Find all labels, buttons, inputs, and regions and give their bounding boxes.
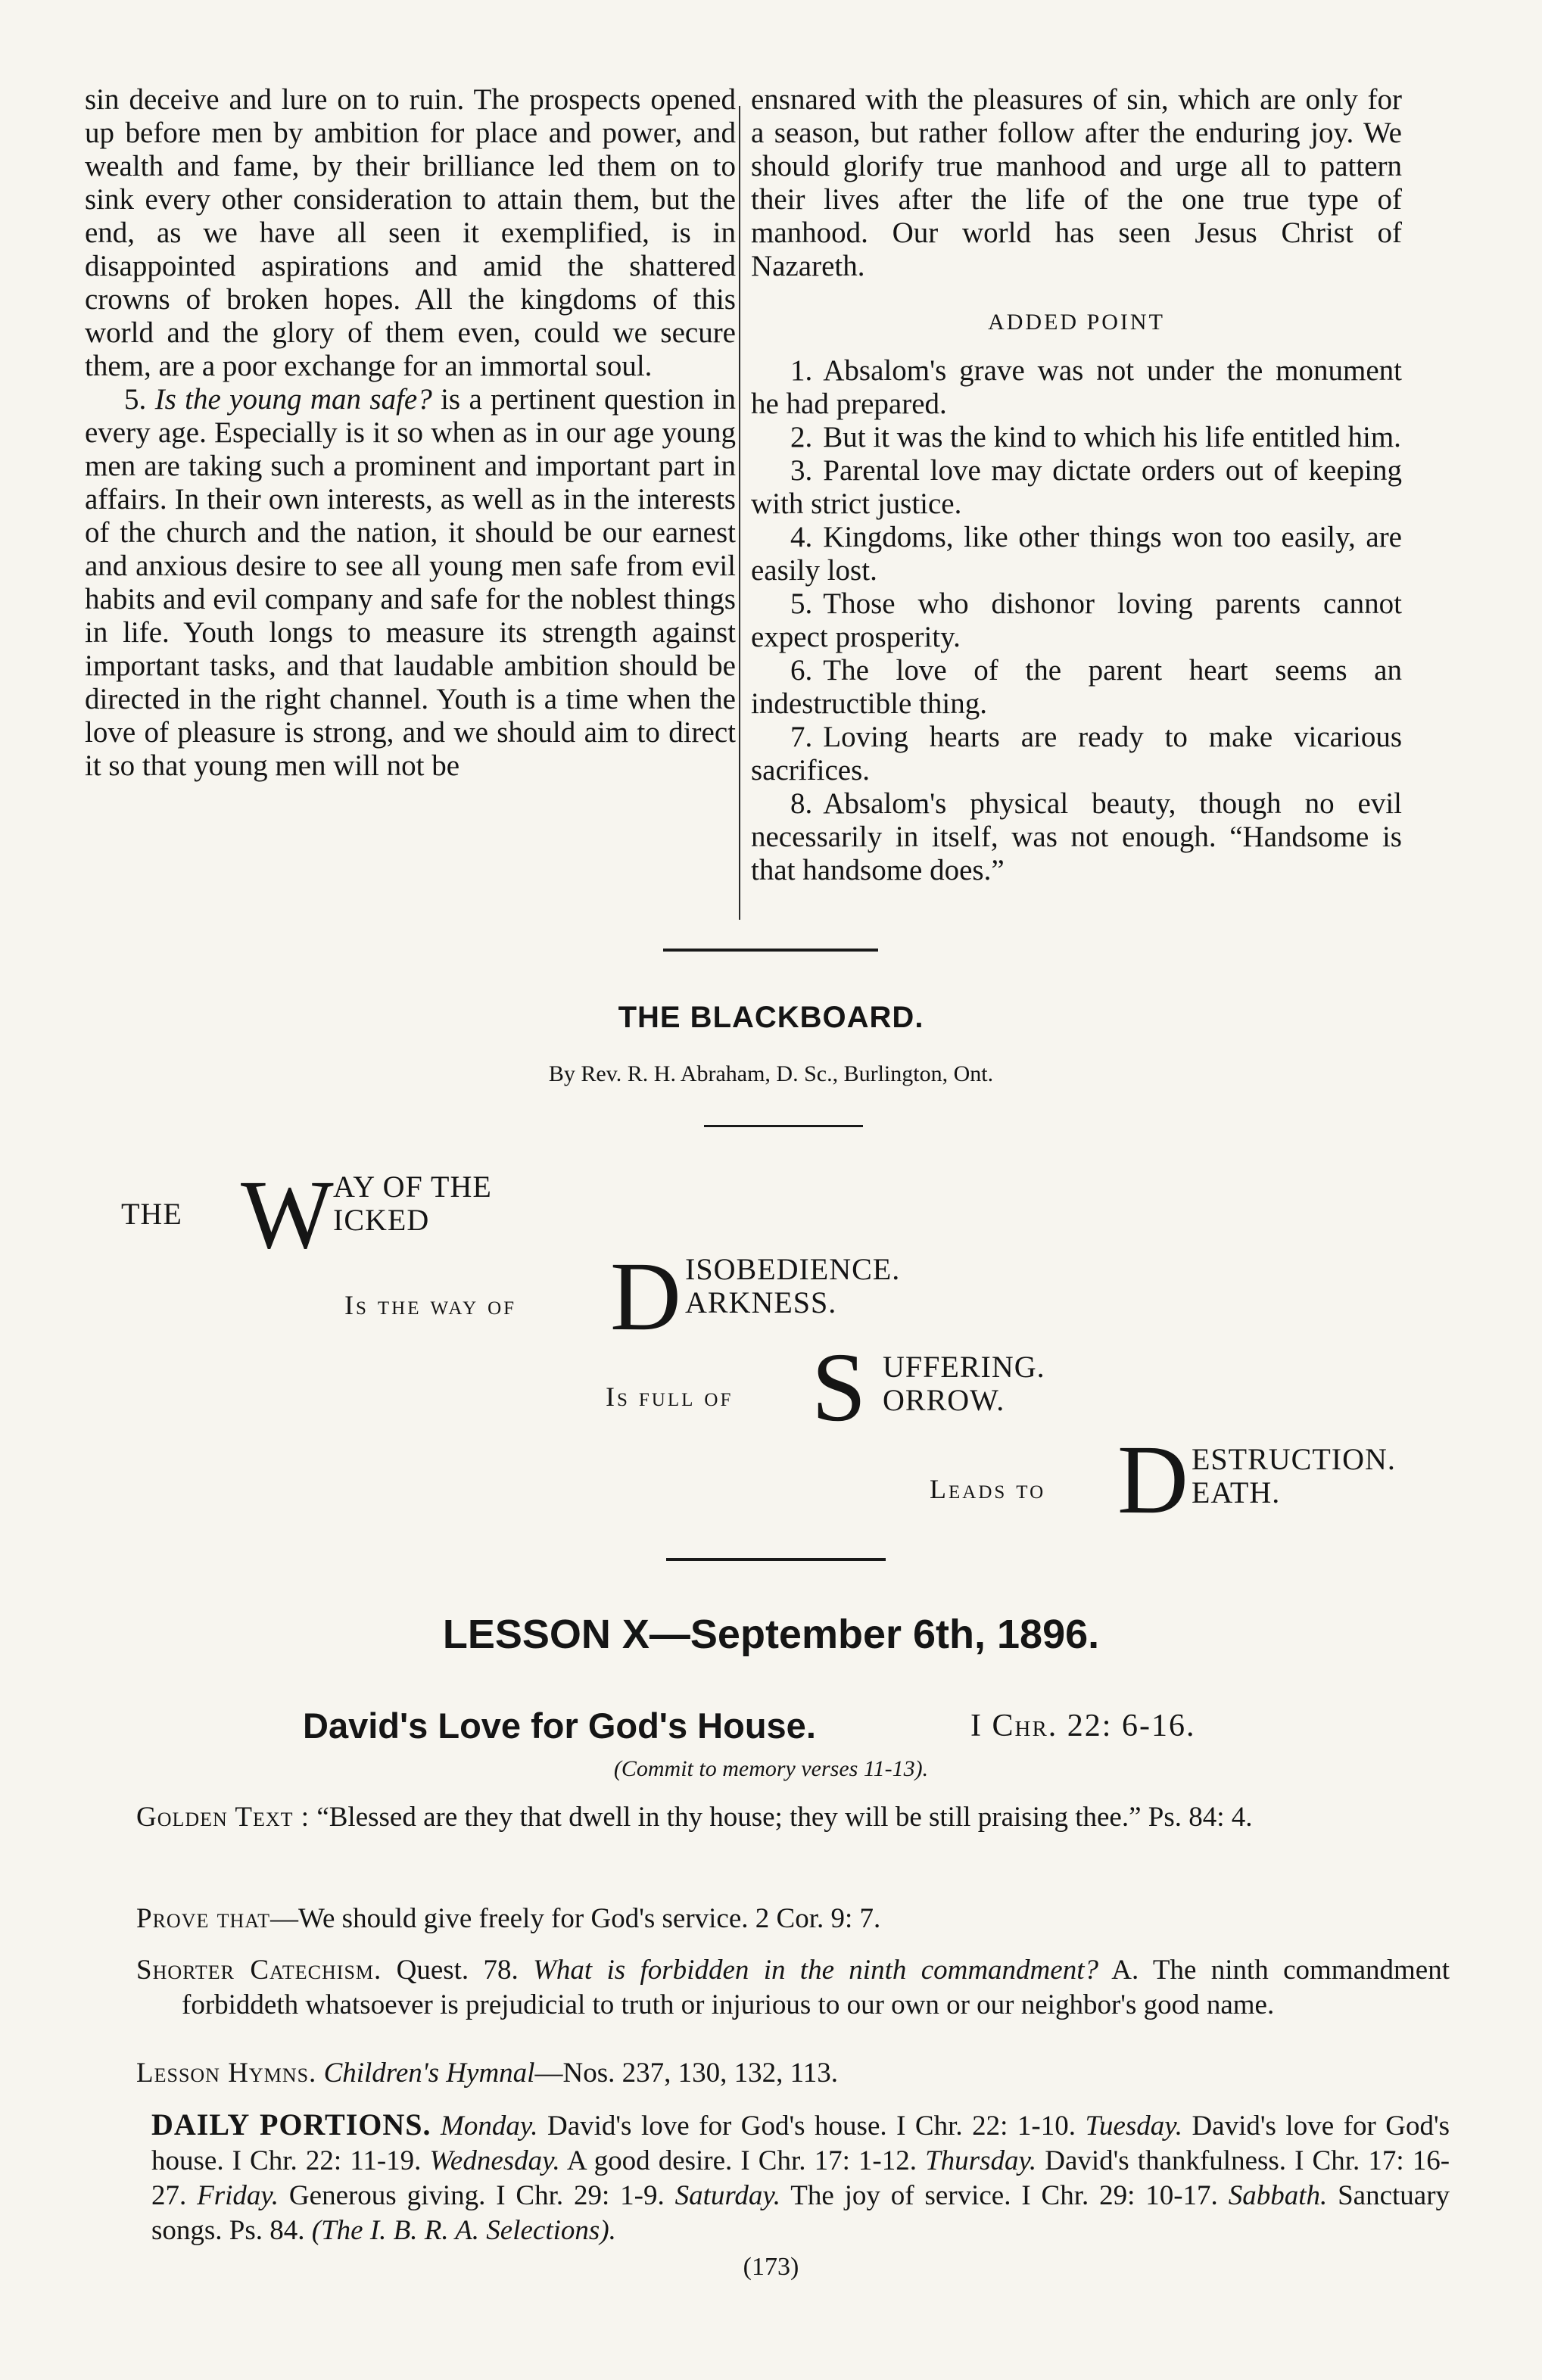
- golden-text-body: “Blessed are they that dwell in thy house; they will be still praising thee.” Ps. 84: 4.: [316, 1802, 1253, 1833]
- hymns-label: Lesson Hymns.: [136, 2058, 317, 2089]
- daily-portion-text: David's love for God's house. I Chr. 22: 11-19.: [151, 2111, 1450, 2176]
- added-point-item: [751, 721, 1402, 787]
- added-point-number: 5.: [790, 587, 813, 620]
- blackboard-initial-s: S: [811, 1333, 867, 1442]
- blackboard-word: ARKNESS.: [685, 1285, 837, 1319]
- daily-portion-text: Generous giving. I Chr. 29: 1-9.: [288, 2180, 665, 2211]
- golden-text: [136, 1800, 1450, 1835]
- daily-portion-text: David's thankfulness. I Chr. 17: 16-27.: [151, 2145, 1450, 2211]
- hymns-book: Children's Hymnal: [323, 2058, 535, 2089]
- daily-portion-day: Saturday.: [674, 2180, 781, 2211]
- left-column: [85, 83, 736, 783]
- blackboard-word: ORROW.: [883, 1383, 1005, 1417]
- lesson-subtitle: David's Love for God's House.: [303, 1706, 816, 1746]
- catechism-quest: Quest. 78.: [396, 1955, 519, 1986]
- daily-portion-text: David's love for God's house. I Chr. 22: 1-10.: [547, 2111, 1076, 2142]
- added-point-text: Loving hearts are ready to make vicarious sacrifices.: [751, 721, 1402, 787]
- blackboard-word: ICKED: [333, 1203, 430, 1237]
- added-point-heading: ADDED POINT: [988, 310, 1165, 335]
- commit-note: (Commit to memory verses 11-13).: [613, 1756, 929, 1781]
- added-point-text: Kingdoms, like other things won too easily, are easily lost.: [751, 521, 1402, 587]
- daily-portion-text: A good desire. I Chr. 17: 1-12.: [566, 2145, 917, 2176]
- added-point-item: [751, 421, 1402, 454]
- blackboard-word: UFFERING.: [883, 1350, 1045, 1384]
- added-point-text: Absalom's physical beauty, though no evil necessarily in itself, was not enough. “Handsome is that handsome does.”: [751, 787, 1402, 886]
- daily-portions-source: (The I. B. R. A. Selections).: [311, 2215, 616, 2246]
- shorter-catechism: [136, 1953, 1450, 2023]
- added-point-text: Absalom's grave was not under the monument he had prepared.: [751, 354, 1402, 420]
- catechism-answer: A. The ninth commandment forbiddeth whatsoever is prejudicial to truth or injurious to our own or our neighbor's good name.: [182, 1955, 1450, 2020]
- daily-portion-day: Sabbath.: [1228, 2180, 1328, 2211]
- page-number: (173): [743, 2253, 799, 2281]
- catechism-label: Shorter Catechism.: [136, 1955, 382, 1986]
- lesson-hymns: [136, 2056, 1450, 2091]
- daily-portion-text: The joy of service. I Chr. 29: 10-17.: [790, 2180, 1218, 2211]
- added-point-number: 7.: [790, 721, 813, 753]
- added-points-list: [751, 354, 1402, 887]
- paragraph-text: is a pertinent question in every age. Especially is it so when as in our age young men are taking such a prominent and important part in affairs. In their own interests, as well as in the interests of the church and the nation, it should be our earnest and anxious desire to see all young men safe from evil habits and evil company and safe for the noblest things in life. Youth longs to measure its strength against important tasks, and that laudable ambition should be directed in the right channel. Youth is a time when the love of pleasure is strong, and we should aim to direct it so that young men will not be: [85, 383, 737, 782]
- blackboard-words-1: [333, 1170, 492, 1237]
- daily-portion-day: Friday.: [197, 2180, 279, 2211]
- daily-portion-day: Monday.: [441, 2111, 538, 2142]
- right-column: [751, 83, 1402, 887]
- blackboard-title: THE BLACKBOARD.: [618, 1001, 924, 1034]
- added-point-item: [751, 587, 1402, 654]
- prove-that: [136, 1902, 1450, 1936]
- lesson-reference: I Chr. 22: 6-16.: [970, 1709, 1196, 1743]
- blackboard-initial-d2: D: [1117, 1425, 1188, 1534]
- blackboard-word: AY OF THE: [333, 1170, 492, 1204]
- hymns-numbers: —Nos. 237, 130, 132, 113.: [534, 2058, 838, 2089]
- prove-that-label: Prove that: [136, 1903, 271, 1934]
- blackboard-word: ESTRUCTION.: [1192, 1442, 1396, 1476]
- added-point-number: 6.: [790, 654, 813, 687]
- blackboard-initial-w: W: [241, 1160, 334, 1269]
- added-point-text: Parental love may dictate orders out of keeping with strict justice.: [751, 454, 1402, 520]
- added-point-text: Those who dishonor loving parents cannot expect prosperity.: [751, 587, 1402, 653]
- blackboard-words-2: [685, 1253, 900, 1319]
- blackboard-prefix-2: Is the way of: [344, 1290, 517, 1320]
- blackboard-word: EATH.: [1192, 1475, 1281, 1509]
- daily-portion-day: Tuesday.: [1085, 2111, 1182, 2142]
- added-point-number: 3.: [790, 454, 813, 487]
- point-number: 5.: [124, 383, 147, 416]
- golden-text-label: Golden Text :: [136, 1802, 310, 1833]
- added-point-text: The love of the parent heart seems an indestructible thing.: [751, 654, 1402, 720]
- added-point-item: [751, 354, 1402, 421]
- daily-portions: [151, 2107, 1450, 2248]
- blackboard-prefix-3: Is full of: [606, 1382, 734, 1412]
- added-point-number: 1.: [790, 354, 813, 387]
- daily-portions-label: DAILY PORTIONS.: [151, 2107, 431, 2142]
- blackboard-byline: By Rev. R. H. Abraham, D. Sc., Burlington, Ont.: [548, 1061, 994, 1086]
- added-point-text: But it was the kind to which his life entitled him.: [823, 421, 1401, 453]
- catechism-question: What is forbidden in the ninth commandment?: [533, 1955, 1098, 1986]
- daily-portion-day: Wednesday.: [429, 2145, 560, 2176]
- added-point-item: [751, 787, 1402, 887]
- blackboard-prefix-the: THE: [121, 1197, 182, 1231]
- italic-question: Is the young man safe?: [154, 383, 432, 416]
- blackboard-initial-d1: D: [610, 1242, 681, 1351]
- left-paragraph-1: sin deceive and lure on to ruin. The prospects opened up before men by ambition for place and power, and wealth and fame, by their brilliance led them on to sink every other consideration to attain them, but the end, as we have all seen it exemplified, is in disappointed aspirations and amid the shattered crowns of broken hopes. All the kingdoms of this world and the glory of them even, could we secure them, are a poor exchange for an immortal soul.: [85, 83, 736, 382]
- added-point-item: [751, 521, 1402, 587]
- daily-portion-day: Thursday.: [925, 2145, 1037, 2176]
- prove-that-body: —We should give freely for God's service. 2 Cor. 9: 7.: [270, 1903, 881, 1934]
- added-point-number: 8.: [790, 787, 813, 820]
- blackboard-prefix-4: Leads to: [930, 1474, 1046, 1504]
- left-paragraph-2: [85, 383, 736, 783]
- column-divider: [739, 106, 740, 920]
- blackboard-words-3: [883, 1350, 1045, 1417]
- byline-rule: [704, 1125, 863, 1127]
- right-paragraph-1: ensnared with the pleasures of sin, which are only for a season, but rather follow after the enduring joy. We should glorify true manhood and urge all to pattern their lives after the life of the one true type of manhood. Our world has seen Jesus Christ of Nazareth.: [751, 83, 1402, 282]
- section-rule: [666, 1558, 886, 1561]
- added-point-item: [751, 454, 1402, 521]
- lesson-title: LESSON X—September 6th, 1896.: [442, 1612, 1100, 1657]
- daily-portion-text: Sanctuary songs. Ps. 84.: [151, 2180, 1450, 2246]
- added-point-number: 4.: [790, 521, 813, 553]
- added-point-item: [751, 654, 1402, 721]
- blackboard-words-4: [1192, 1443, 1396, 1509]
- added-point-number: 2.: [790, 421, 813, 453]
- blackboard-word: ISOBEDIENCE.: [685, 1252, 901, 1286]
- section-rule: [663, 949, 878, 952]
